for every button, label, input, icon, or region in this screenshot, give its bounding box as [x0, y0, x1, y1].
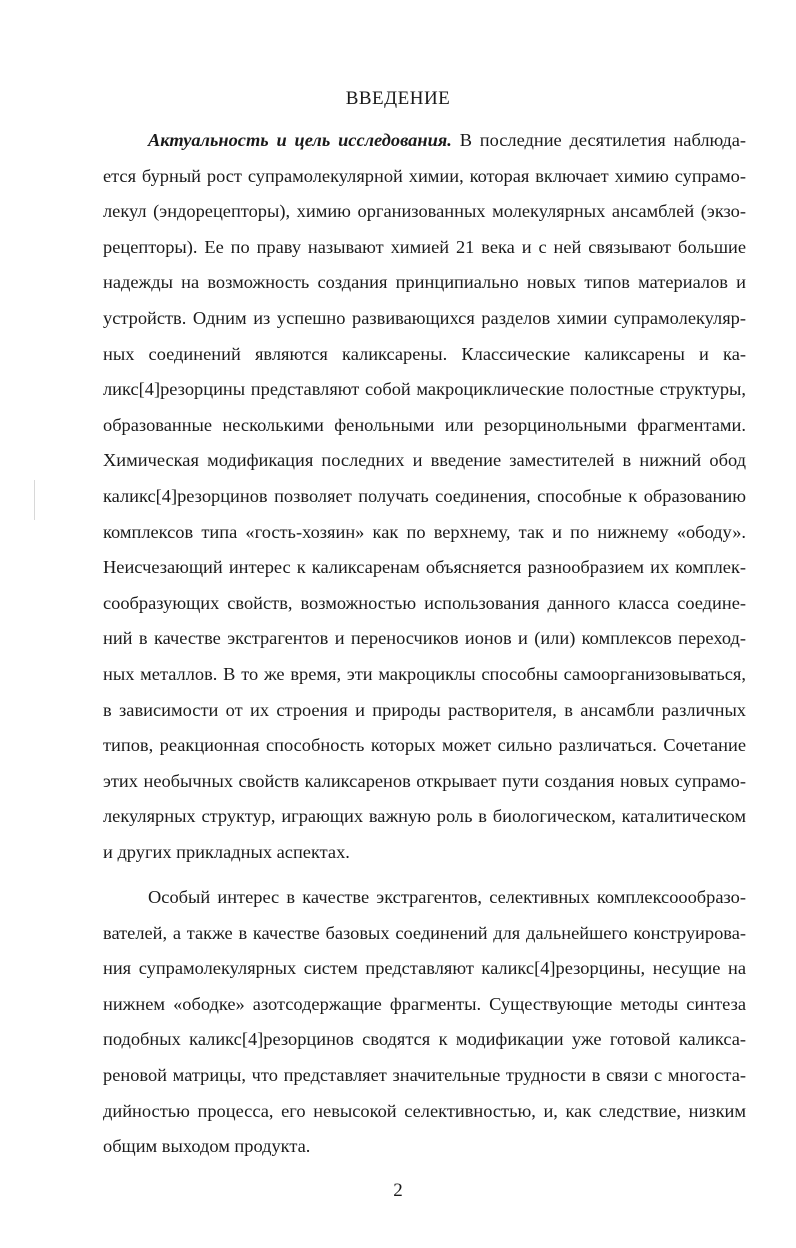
paragraph-line: Особый интерес в качестве экстрагентов, селективных комплексоообразо- — [148, 887, 746, 907]
paragraph-relevance — [103, 123, 746, 870]
paragraph-line: сообразующих свойств, возможностью использования данного класса соедине- — [103, 592, 746, 613]
paragraph-line: надежды на возможность создания принципиально новых типов материалов и — [103, 272, 746, 293]
paragraph-line: общим выходом продукта. — [103, 1136, 311, 1157]
paragraph-line: нижнем «ободке» азотсодержащие фрагменты. Существующие методы синтеза — [103, 993, 746, 1014]
paragraph-line: в зависимости от их строения и природы растворителя, в ансамбли различных — [103, 699, 746, 720]
paragraph-line: ных соединений являются каликсарены. Классические каликсарены и ка- — [103, 343, 746, 364]
paragraph-line: ных металлов. В то же время, эти макроциклы способны самоорганизовываться, — [103, 663, 746, 684]
paragraph-line: Неисчезающий интерес к каликсаренам объясняется разнообразием их комплек- — [103, 557, 746, 578]
paragraph-line: дийностью процесса, его невысокой селективностью, и, как следствие, низким — [103, 1100, 746, 1121]
paragraph-line: ний в качестве экстрагентов и переносчиков ионов и (или) комплексов переход- — [103, 628, 746, 649]
paragraph-line: рецепторы). Ее по праву называют химией 21 века и с ней связывают большие — [103, 236, 746, 257]
paragraph-line: ния супрамолекулярных систем представляют каликс[4]резорцины, несущие на — [103, 958, 746, 979]
section-heading: ВВЕДЕНИЕ — [345, 88, 451, 109]
page-number: 2 — [393, 1180, 403, 1201]
paragraph-lead: Актуальность и цель исследования. — [148, 130, 452, 150]
paragraph-line: лекул (эндорецепторы), химию организованных молекулярных ансамблей (экзо- — [103, 201, 746, 222]
paragraph-line: комплексов типа «гость-хозяин» как по верхнему, так и по нижнему «ободу». — [103, 521, 746, 542]
paragraph-line: Химическая модификация последних и введение заместителей в нижний обод — [103, 450, 746, 471]
paragraph-line: каликс[4]резорцинов позволяет получать соединения, способные к образованию — [103, 485, 746, 506]
paragraph-line: подобных каликс[4]резорцинов сводятся к модификации уже готовой каликса- — [103, 1029, 746, 1050]
paragraph-line: лекулярных структур, играющих важную роль в биологическом, каталитическом — [103, 806, 746, 827]
paragraph-line: реновой матрицы, что представляет значительные трудности в связи с многоста- — [103, 1064, 746, 1085]
paragraph-line: и других прикладных аспектах. — [103, 841, 350, 862]
paragraph-line: образованные несколькими фенольными или резорцинольными фрагментами. — [103, 414, 746, 435]
paragraph-line-rest: В последние десятилетия наблюда- — [451, 130, 746, 150]
paragraph-line: типов, реакционная способность которых может сильно различаться. Сочетание — [103, 735, 746, 756]
paragraph-line: ликс[4]резорцины представляют собой макроциклические полостные структуры, — [103, 379, 746, 400]
paragraph-line: вателей, а также в качестве базовых соединений для дальнейшего конструирова- — [103, 922, 746, 943]
paragraph-line — [103, 123, 746, 159]
scan-artifact — [34, 480, 35, 520]
paragraph-line: этих необычных свойств каликсаренов открывает пути создания новых супрамо- — [103, 770, 746, 791]
paragraph-line: устройств. Одним из успешно развивающихся разделов химии супрамолекуляр- — [103, 307, 746, 328]
paragraph-extractants — [103, 880, 746, 1165]
paragraph-line: ется бурный рост супрамолекулярной химии, которая включает химию супрамо- — [103, 165, 746, 186]
